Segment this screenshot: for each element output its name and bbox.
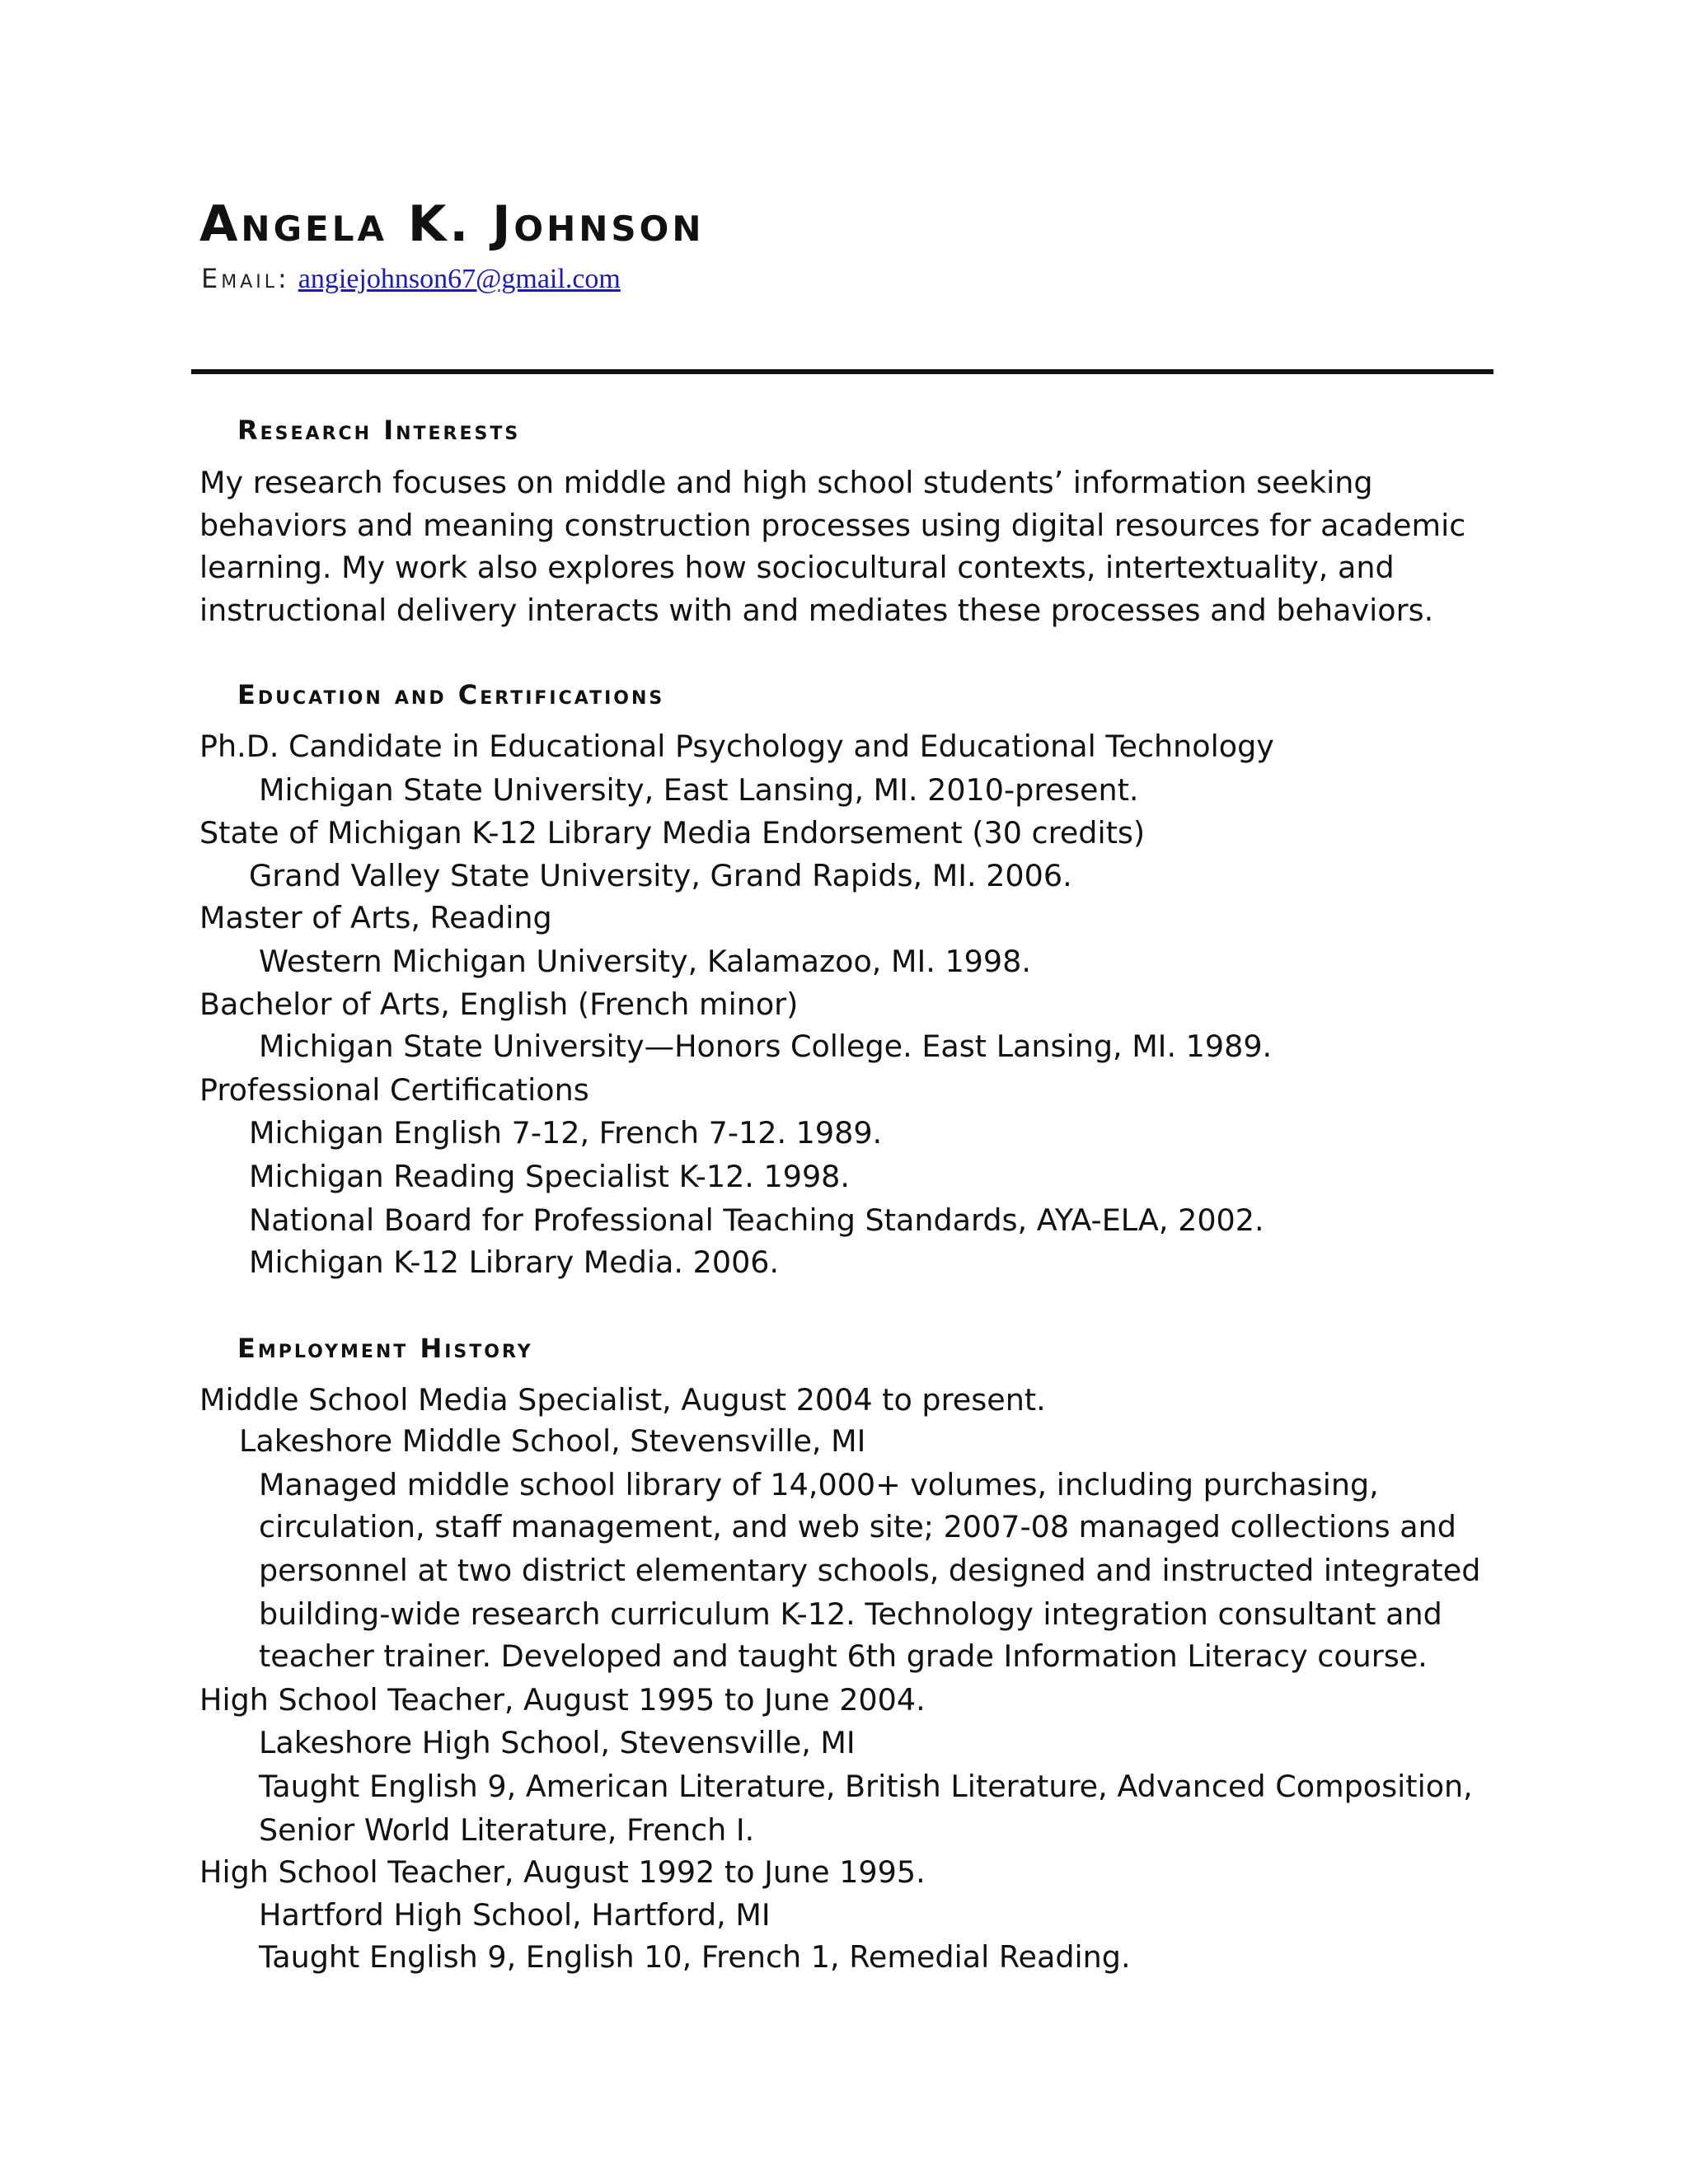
education-institution: Grand Valley State University, Grand Rapids, MI. 2006. [249, 858, 1072, 893]
section-title-employment: Employment History [237, 1333, 533, 1364]
job-employer: Lakeshore Middle School, Stevensville, MI [239, 1423, 866, 1459]
resume-name: Angela K. Johnson [199, 195, 705, 253]
education-institution: Michigan State University—Honors College. East Lansing, MI. 1989. [259, 1029, 1273, 1064]
job-employer: Hartford High School, Hartford, MI [259, 1897, 771, 1933]
job-description-line: circulation, staff management, and web site; 2007-08 managed collections and [259, 1509, 1456, 1544]
education-institution: Western Michigan University, Kalamazoo, MI. 1998. [259, 944, 1031, 979]
job-title: High School Teacher, August 1992 to June 1995. [199, 1854, 926, 1890]
section-title-research: Research Interests [237, 415, 521, 446]
job-description-line: Senior World Literature, French I. [259, 1812, 755, 1848]
education-heading: Professional Certifications [199, 1072, 589, 1108]
certification-item: Michigan Reading Specialist K-12. 1998. [249, 1159, 851, 1194]
education-degree: State of Michigan K-12 Library Media Endorsement (30 credits) [199, 815, 1146, 851]
section-title-education: Education and Certifications [237, 679, 665, 710]
header-divider [191, 369, 1493, 374]
job-title: Middle School Media Specialist, August 2004 to present. [199, 1382, 1046, 1418]
job-description-line: Managed middle school library of 14,000+ volumes, including purchasing, [259, 1467, 1379, 1502]
education-institution: Michigan State University, East Lansing, MI. 2010-present. [259, 772, 1139, 808]
job-description-line: Taught English 9, English 10, French 1, Remedial Reading. [259, 1939, 1131, 1975]
job-description-line: teacher trainer. Developed and taught 6th grade Information Literacy course. [259, 1638, 1428, 1674]
certification-item: National Board for Professional Teaching Standards, AYA-ELA, 2002. [249, 1202, 1264, 1238]
job-description-line: personnel at two district elementary schools, designed and instructed integrated [259, 1553, 1481, 1588]
education-degree: Bachelor of Arts, English (French minor) [199, 987, 799, 1022]
job-employer: Lakeshore High School, Stevensville, MI [259, 1725, 856, 1760]
email-line [201, 265, 621, 293]
email-label: Email: [201, 263, 290, 294]
job-description-line: Taught English 9, American Literature, British Literature, Advanced Composition, [259, 1769, 1473, 1804]
research-paragraph [199, 462, 1502, 631]
research-line: learning. My work also explores how sociocultural contexts, intertextuality, and [199, 550, 1395, 585]
certification-item: Michigan K-12 Library Media. 2006. [249, 1244, 780, 1280]
email-link[interactable]: angiejohnson67@gmail.com [298, 264, 621, 294]
research-line: My research focuses on middle and high school students’ information seeking [199, 465, 1373, 500]
research-line: instructional delivery interacts with and mediates these processes and behaviors. [199, 592, 1434, 628]
education-degree: Master of Arts, Reading [199, 900, 552, 935]
research-line: behaviors and meaning construction processes using digital resources for academic [199, 507, 1466, 543]
certification-item: Michigan English 7-12, French 7-12. 1989. [249, 1115, 883, 1151]
education-degree: Ph.D. Candidate in Educational Psychology and Educational Technology [199, 729, 1274, 764]
job-title: High School Teacher, August 1995 to June 2004. [199, 1682, 926, 1718]
job-description-line: building-wide research curriculum K-12. Technology integration consultant and [259, 1596, 1442, 1632]
